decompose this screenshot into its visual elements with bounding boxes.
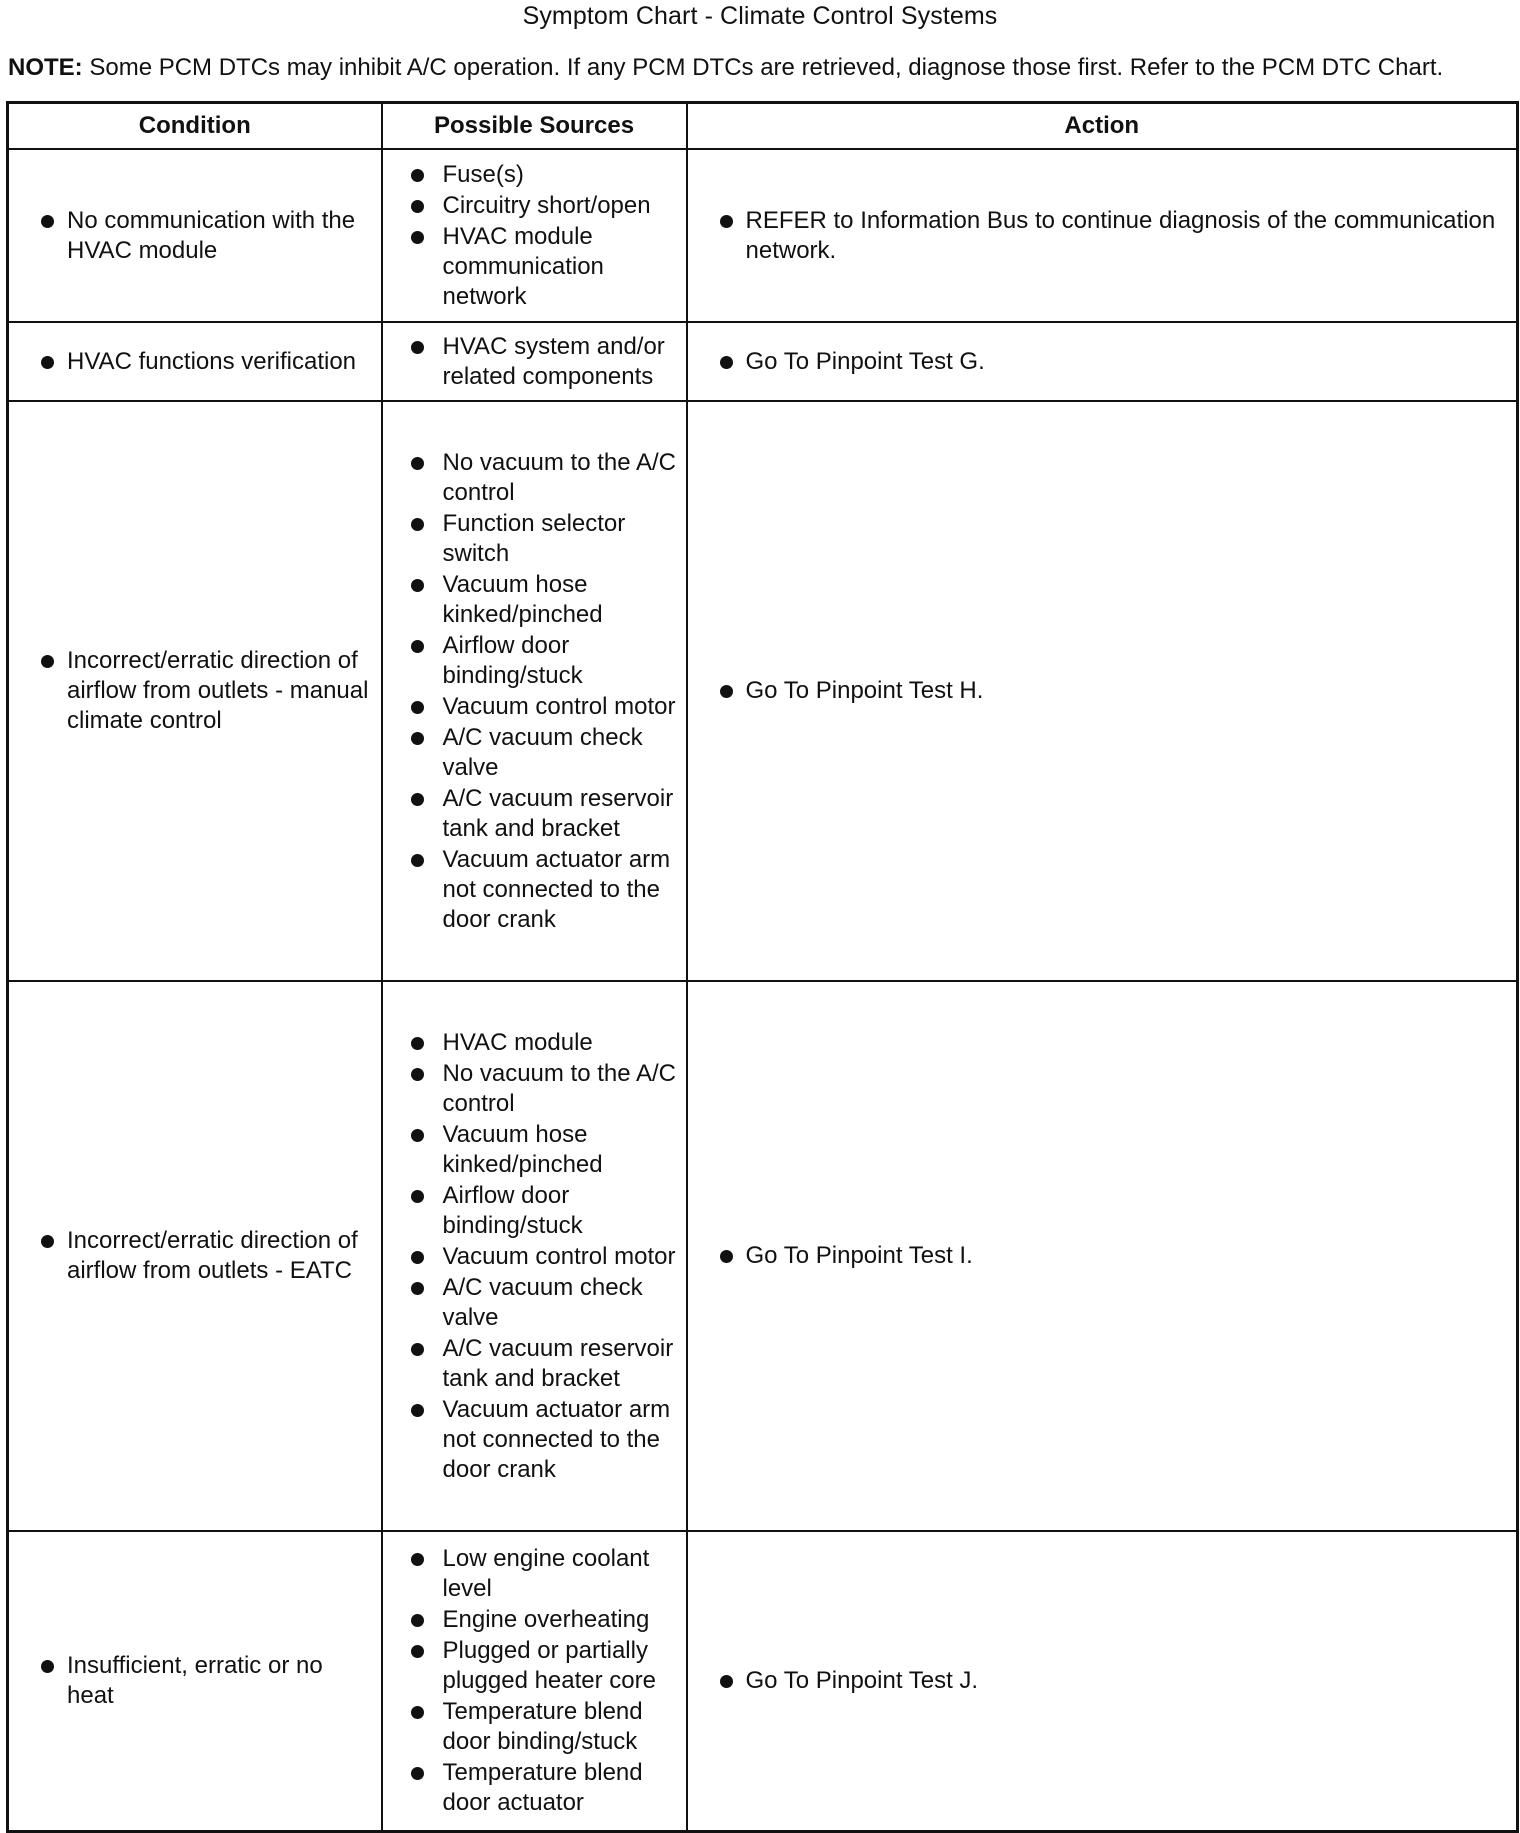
header-possible-sources: Possible Sources — [382, 103, 687, 150]
bullet-icon — [411, 231, 424, 244]
list-item — [19, 206, 373, 266]
list-item — [393, 692, 678, 722]
list-item — [393, 1181, 678, 1241]
action-list — [698, 676, 1509, 706]
list-item-text: Temperature blend door binding/stuck — [442, 1697, 643, 1755]
bullet-icon — [411, 579, 424, 592]
action-list — [698, 206, 1509, 266]
list-item — [698, 347, 1509, 377]
action-cell — [687, 401, 1518, 981]
bullet-icon — [411, 1553, 424, 1566]
header-condition: Condition — [8, 103, 382, 150]
action-cell — [687, 981, 1518, 1531]
bullet-icon — [411, 1251, 424, 1264]
bullet-icon — [411, 169, 424, 182]
bullet-icon — [411, 1190, 424, 1203]
bullet-icon — [41, 1235, 54, 1248]
list-item — [393, 845, 678, 935]
list-item — [19, 347, 373, 377]
list-item — [393, 723, 678, 783]
note-label: NOTE: — [8, 54, 83, 81]
bullet-icon — [41, 215, 54, 228]
list-item-text: Airflow door binding/stuck — [442, 1181, 583, 1239]
header-action: Action — [687, 103, 1518, 150]
list-item-text: A/C vacuum check valve — [442, 1273, 643, 1331]
list-item — [393, 160, 678, 190]
list-item — [393, 1544, 678, 1604]
list-item — [393, 784, 678, 844]
condition-list — [19, 1226, 373, 1286]
list-item — [393, 448, 678, 508]
possible-sources-cell — [382, 401, 687, 981]
bullet-icon — [720, 685, 733, 698]
symptom-table — [6, 101, 1519, 1833]
list-item-text: No vacuum to the A/C control — [442, 1059, 676, 1117]
bullet-icon — [411, 518, 424, 531]
list-item-text: Airflow door binding/stuck — [442, 631, 583, 689]
list-item-text: Engine overheating — [442, 1605, 650, 1633]
list-item-text: Vacuum control motor — [442, 1242, 676, 1270]
list-item-text: Vacuum actuator arm not connected to the door crank — [442, 845, 671, 933]
list-item-text: HVAC functions verification — [67, 347, 357, 375]
sources-list — [393, 448, 678, 935]
condition-cell — [8, 1531, 382, 1831]
bullet-icon — [411, 701, 424, 714]
list-item-text: Fuse(s) — [442, 160, 524, 188]
header-row — [8, 103, 1518, 150]
condition-cell — [8, 401, 382, 981]
possible-sources-cell — [382, 1531, 687, 1831]
bullet-icon — [411, 640, 424, 653]
bullet-icon — [41, 356, 54, 369]
list-item — [393, 1028, 678, 1058]
bullet-icon — [411, 341, 424, 354]
list-item-text: Plugged or partially plugged heater core — [442, 1636, 656, 1694]
list-item-text: No vacuum to the A/C control — [442, 448, 676, 506]
possible-sources-cell — [382, 149, 687, 322]
page-title: Symptom Chart - Climate Control Systems — [522, 2, 998, 30]
list-item-text: A/C vacuum check valve — [442, 723, 643, 781]
action-cell — [687, 1531, 1518, 1831]
bullet-icon — [411, 1129, 424, 1142]
list-item-text: A/C vacuum reservoir tank and bracket — [442, 1334, 674, 1392]
condition-list — [19, 1651, 373, 1711]
list-item-text: A/C vacuum reservoir tank and bracket — [442, 784, 674, 842]
bullet-icon — [411, 1343, 424, 1356]
bullet-icon — [411, 1404, 424, 1417]
list-item — [698, 1666, 1509, 1696]
possible-sources-cell — [382, 981, 687, 1531]
condition-list — [19, 347, 373, 377]
table-row — [8, 401, 1518, 981]
condition-list — [19, 646, 373, 736]
table-row — [8, 322, 1518, 401]
list-item-text: Go To Pinpoint Test I. — [745, 1242, 973, 1269]
note — [8, 54, 1520, 88]
sources-list — [393, 1544, 678, 1818]
list-item-text: Go To Pinpoint Test J. — [745, 1666, 979, 1694]
list-item — [393, 1273, 678, 1333]
bullet-icon — [411, 1037, 424, 1050]
bullet-icon — [41, 655, 54, 668]
list-item — [393, 1334, 678, 1394]
list-item — [393, 222, 678, 312]
table-row — [8, 981, 1518, 1531]
action-cell — [687, 149, 1518, 322]
bullet-icon — [411, 457, 424, 470]
list-item — [393, 1697, 678, 1757]
bullet-icon — [411, 1614, 424, 1627]
bullet-icon — [411, 1706, 424, 1719]
list-item — [698, 206, 1509, 266]
list-item — [393, 1120, 678, 1180]
table-row — [8, 1531, 1518, 1831]
condition-list — [19, 206, 373, 266]
table-row — [8, 149, 1518, 322]
bullet-icon — [720, 1675, 733, 1688]
list-item — [393, 509, 678, 569]
list-item — [393, 1242, 678, 1272]
list-item-text: Temperature blend door actuator — [442, 1758, 643, 1816]
list-item — [19, 1226, 373, 1286]
list-item-text: HVAC system and/or related components — [442, 332, 665, 390]
sources-list — [393, 160, 678, 312]
list-item-text: HVAC module — [442, 1028, 593, 1056]
bullet-icon — [411, 200, 424, 213]
action-cell — [687, 322, 1518, 401]
list-item-text: Function selector switch — [442, 509, 626, 567]
list-item — [19, 646, 373, 736]
list-item — [393, 1059, 678, 1119]
list-item — [393, 191, 678, 221]
list-item-text: Vacuum control motor — [442, 692, 676, 720]
list-item — [393, 1605, 678, 1635]
list-item — [393, 631, 678, 691]
action-list — [698, 1666, 1509, 1696]
list-item-text: Vacuum hose kinked/pinched — [442, 1120, 603, 1178]
list-item — [393, 570, 678, 630]
list-item — [393, 1636, 678, 1696]
bullet-icon — [411, 1645, 424, 1658]
list-item — [19, 1651, 373, 1711]
list-item-text: Go To Pinpoint Test H. — [745, 677, 984, 704]
list-item — [393, 332, 678, 392]
list-item-text: REFER to Information Bus to continue diagnosis of the communication network. — [745, 206, 1496, 264]
bullet-icon — [411, 1282, 424, 1295]
list-item-text: Low engine coolant level — [442, 1544, 650, 1602]
list-item-text: Go To Pinpoint Test G. — [745, 347, 985, 375]
note-text: Some PCM DTCs may inhibit A/C operation. If any PCM DTCs are retrieved, diagnose those first. Refer to the PCM DTC Chart. — [89, 54, 1444, 81]
list-item-text: Vacuum hose kinked/pinched — [442, 570, 603, 628]
list-item-text: Incorrect/erratic direction of airflow from outlets - EATC — [67, 1227, 358, 1284]
list-item — [698, 676, 1509, 706]
bullet-icon — [411, 732, 424, 745]
bullet-icon — [411, 854, 424, 867]
list-item — [698, 1241, 1509, 1271]
bullet-icon — [720, 356, 733, 369]
list-item-text: Incorrect/erratic direction of airflow from outlets - manual climate control — [67, 647, 369, 734]
bullet-icon — [41, 1660, 54, 1673]
list-item — [393, 1395, 678, 1485]
list-item-text: Insufficient, erratic or no heat — [67, 1651, 323, 1709]
bullet-icon — [720, 1250, 733, 1263]
list-item-text: HVAC module communication network — [442, 222, 604, 310]
sources-list — [393, 332, 678, 392]
action-list — [698, 347, 1509, 377]
list-item-text: Vacuum actuator arm not connected to the door crank — [442, 1395, 671, 1483]
action-list — [698, 1241, 1509, 1271]
condition-cell — [8, 149, 382, 322]
bullet-icon — [411, 1068, 424, 1081]
bullet-icon — [411, 793, 424, 806]
list-item-text: Circuitry short/open — [442, 191, 651, 219]
condition-cell — [8, 322, 382, 401]
possible-sources-cell — [382, 322, 687, 401]
condition-cell — [8, 981, 382, 1531]
sources-list — [393, 1028, 678, 1485]
list-item — [393, 1758, 678, 1818]
bullet-icon — [720, 215, 733, 228]
bullet-icon — [411, 1767, 424, 1780]
list-item-text: No communication with the HVAC module — [67, 206, 356, 264]
